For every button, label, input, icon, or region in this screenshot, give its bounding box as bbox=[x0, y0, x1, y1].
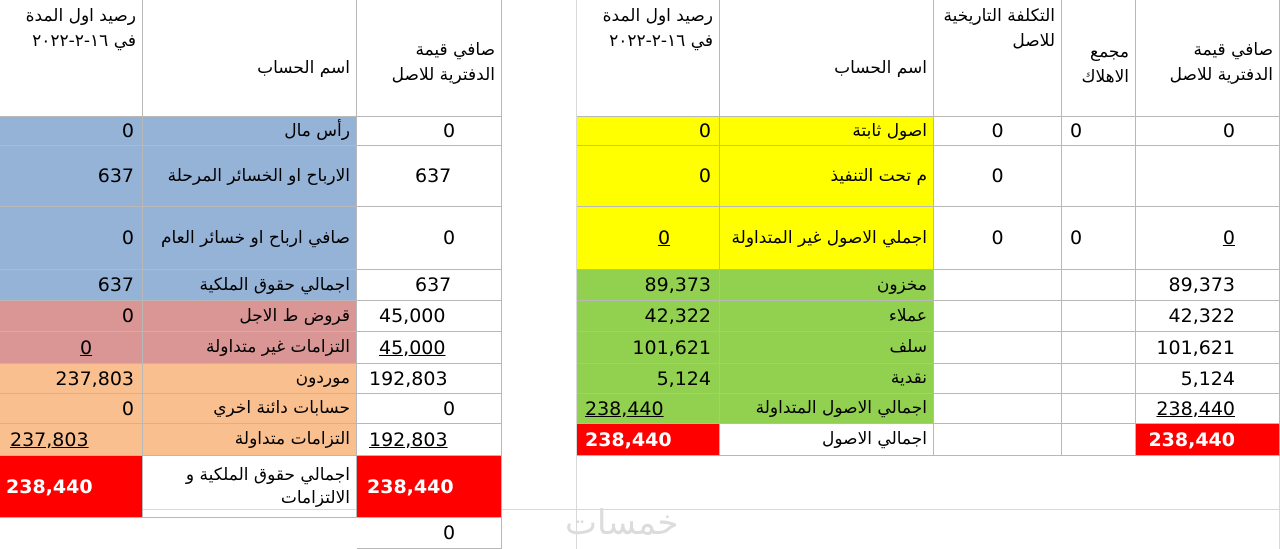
left-opening-cell: 0 bbox=[0, 332, 143, 364]
right-account-name-cell: عملاء bbox=[720, 301, 934, 332]
left-net-cell: 192,803 bbox=[357, 364, 502, 394]
right-net-cell: 0 bbox=[1136, 207, 1280, 270]
watermark-logo: خمسات bbox=[565, 503, 679, 543]
header-net-book-value: صافي قيمة الدفترية للاصل bbox=[1136, 0, 1280, 117]
header-accumulated-depreciation: مجمع الاهلاك bbox=[1062, 0, 1136, 117]
left-total-opening-cell: 238,440 bbox=[0, 456, 143, 518]
right-depreciation-cell bbox=[1062, 424, 1136, 456]
right-depreciation-cell bbox=[1062, 146, 1136, 207]
right-net-cell: 5,124 bbox=[1136, 364, 1280, 394]
left-net-cell: 192,803 bbox=[357, 424, 502, 456]
right-depreciation-cell bbox=[1062, 301, 1136, 332]
right-cost-cell bbox=[934, 394, 1062, 424]
right-net-cell: 89,373 bbox=[1136, 270, 1280, 301]
right-account-name-cell: مخزون bbox=[720, 270, 934, 301]
right-cost-cell bbox=[934, 332, 1062, 364]
left-account-name-cell: الارباح او الخسائر المرحلة bbox=[143, 146, 357, 207]
right-net-cell: 42,322 bbox=[1136, 301, 1280, 332]
header-historical-cost: التكلفة التاريخية للاصل bbox=[934, 0, 1062, 117]
left-total-account-name-cell: اجمالي حقوق الملكية و الالتزامات bbox=[143, 456, 357, 518]
right-opening-cell: 89,373 bbox=[577, 270, 720, 301]
right-opening-cell: 0 bbox=[577, 146, 720, 207]
right-account-name-cell: م تحت التنفيذ bbox=[720, 146, 934, 207]
right-net-cell bbox=[1136, 146, 1280, 207]
right-cost-cell bbox=[934, 364, 1062, 394]
left-net-cell: 0 bbox=[357, 207, 502, 270]
right-cost-cell bbox=[934, 270, 1062, 301]
left-opening-cell: 237,803 bbox=[0, 364, 143, 394]
left-net-cell: 637 bbox=[357, 270, 502, 301]
left-account-name-cell: موردون bbox=[143, 364, 357, 394]
header-net-book-value: صافي قيمة الدفترية للاصل bbox=[357, 0, 502, 117]
right-cost-cell: 0 bbox=[934, 207, 1062, 270]
right-account-name-cell: اجمالي الاصول المتداولة bbox=[720, 394, 934, 424]
left-opening-cell: 637 bbox=[0, 146, 143, 207]
left-opening-cell: 0 bbox=[0, 117, 143, 146]
left-account-name-cell: رأس مال bbox=[143, 117, 357, 146]
right-net-cell: 0 bbox=[1136, 117, 1280, 146]
right-account-name-cell: نقدية bbox=[720, 364, 934, 394]
header-account-name: اسم الحساب bbox=[720, 0, 934, 117]
header-account-name: اسم الحساب bbox=[143, 0, 357, 117]
left-account-name-cell: التزامات متداولة bbox=[143, 424, 357, 456]
header-opening-balance: رصيد اول المدة في ١٦-٢-٢٠٢٢ bbox=[577, 0, 720, 117]
left-account-name-cell: التزامات غير متداولة bbox=[143, 332, 357, 364]
left-net-cell: 0 bbox=[357, 394, 502, 424]
right-depreciation-cell: 0 bbox=[1062, 117, 1136, 146]
right-account-name-cell: سلف bbox=[720, 332, 934, 364]
right-depreciation-cell bbox=[1062, 270, 1136, 301]
left-total-net-cell: 238,440 bbox=[357, 456, 502, 518]
right-total-opening-cell: 238,440 bbox=[577, 424, 720, 456]
right-cost-cell: 0 bbox=[934, 146, 1062, 207]
right-opening-cell: 5,124 bbox=[577, 364, 720, 394]
left-opening-cell: 237,803 bbox=[0, 424, 143, 456]
right-cost-cell bbox=[934, 424, 1062, 456]
right-net-cell: 238,440 bbox=[1136, 394, 1280, 424]
right-cost-cell bbox=[934, 301, 1062, 332]
left-net-cell: 637 bbox=[357, 146, 502, 207]
right-account-name-cell: اجملي الاصول غير المتداولة bbox=[720, 207, 934, 270]
right-depreciation-cell bbox=[1062, 332, 1136, 364]
right-depreciation-cell bbox=[1062, 364, 1136, 394]
right-depreciation-cell bbox=[1062, 394, 1136, 424]
left-opening-cell: 0 bbox=[0, 301, 143, 332]
left-account-name-cell: قروض ط الاجل bbox=[143, 301, 357, 332]
left-account-name-cell: حسابات دائنة اخري bbox=[143, 394, 357, 424]
left-account-name-cell: اجمالي حقوق الملكية bbox=[143, 270, 357, 301]
left-opening-cell: 0 bbox=[0, 207, 143, 270]
left-net-cell: 45,000 bbox=[357, 301, 502, 332]
right-depreciation-cell: 0 bbox=[1062, 207, 1136, 270]
right-total-net-cell: 238,440 bbox=[1136, 424, 1280, 456]
check-value-cell: 0 bbox=[357, 518, 502, 549]
right-opening-cell: 0 bbox=[577, 117, 720, 146]
right-opening-cell: 0 bbox=[577, 207, 720, 270]
right-cost-cell: 0 bbox=[934, 117, 1062, 146]
right-opening-cell: 238,440 bbox=[577, 394, 720, 424]
right-opening-cell: 101,621 bbox=[577, 332, 720, 364]
right-total-account-name-cell: اجمالي الاصول bbox=[720, 424, 934, 456]
left-account-name-cell: صافي ارباح او خسائر العام bbox=[143, 207, 357, 270]
left-opening-cell: 0 bbox=[0, 394, 143, 424]
left-net-cell: 45,000 bbox=[357, 332, 502, 364]
header-opening-balance: رصيد اول المدة في ١٦-٢-٢٠٢٢ bbox=[0, 0, 143, 117]
left-net-cell: 0 bbox=[357, 117, 502, 146]
right-opening-cell: 42,322 bbox=[577, 301, 720, 332]
right-net-cell: 101,621 bbox=[1136, 332, 1280, 364]
left-opening-cell: 637 bbox=[0, 270, 143, 301]
right-account-name-cell: اصول ثابتة bbox=[720, 117, 934, 146]
